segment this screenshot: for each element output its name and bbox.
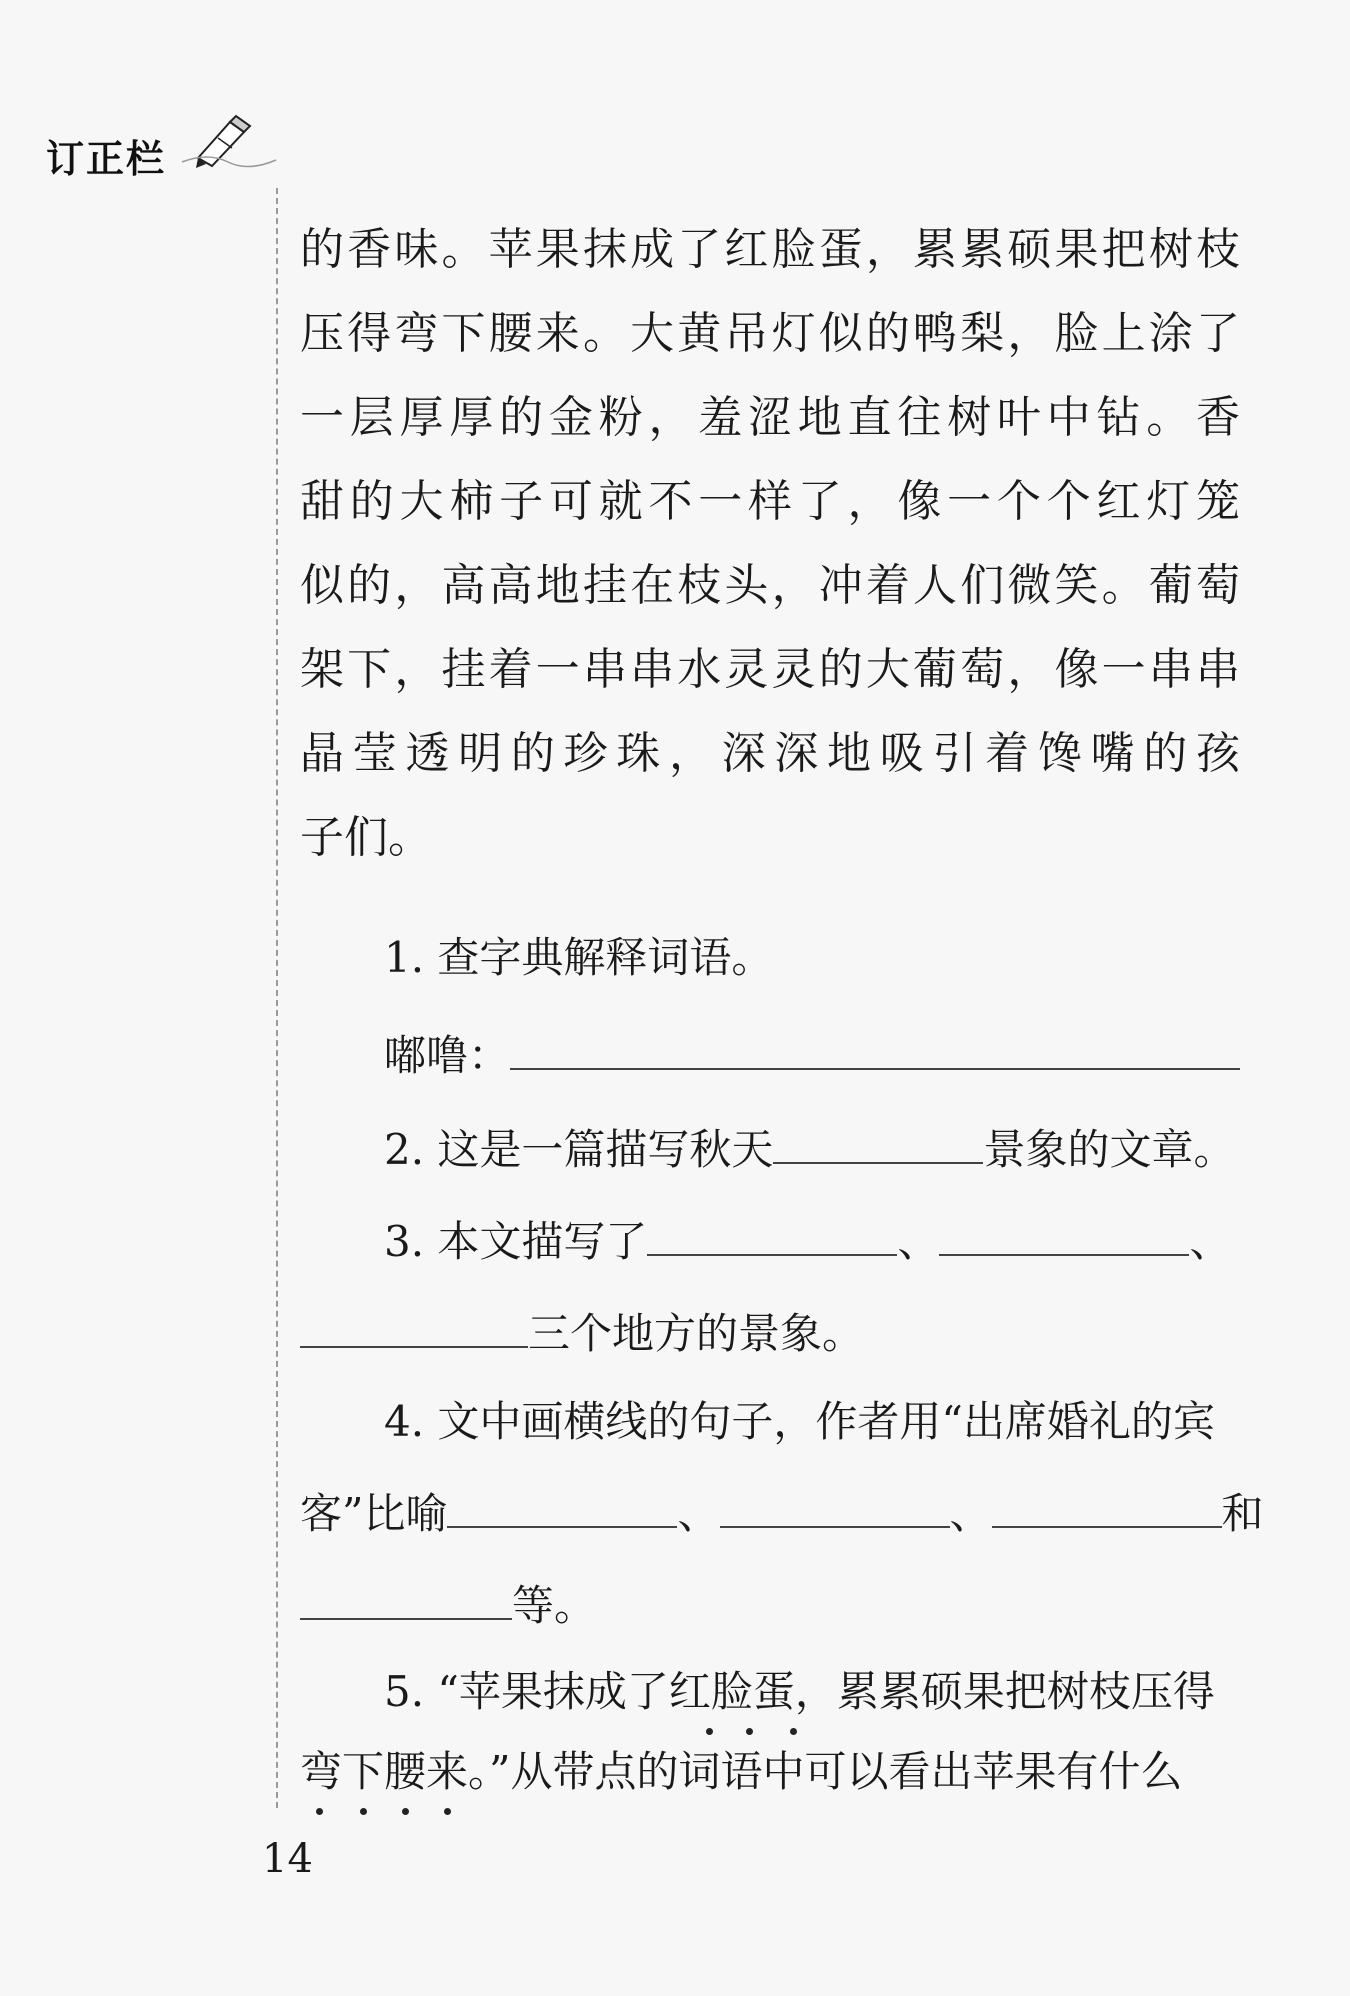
answer-blank[interactable] xyxy=(773,1122,983,1164)
question-4: 4. 文中画横线的句子，作者用“出席婚礼的宾 xyxy=(384,1397,1215,1446)
emphasis-dot xyxy=(746,1728,753,1735)
question-5: 5. “苹果抹成了红脸蛋，累累硕果把树枝压得 xyxy=(384,1667,1215,1716)
and-word: 和 xyxy=(1221,1489,1264,1538)
question-4-line2 xyxy=(300,1486,1264,1542)
question-1: 1. 查字典解释词语。 xyxy=(384,933,774,982)
question-3 xyxy=(384,1214,1231,1270)
emphasis-dot xyxy=(402,1808,409,1815)
question-4-after: 等。 xyxy=(512,1581,597,1630)
answer-blank[interactable] xyxy=(300,1306,528,1348)
correction-column-label: 订正栏 xyxy=(46,137,167,181)
question-2-after: 景象的文章。 xyxy=(983,1125,1236,1174)
passage-line: 晶莹透明的珍珠，深深地吸引着馋嘴的孩 xyxy=(300,728,1240,779)
emphasis-dot xyxy=(706,1728,713,1735)
separator: 、 xyxy=(897,1217,940,1266)
emphasis-dot xyxy=(790,1728,797,1735)
margin-dashed-line xyxy=(276,188,278,1808)
word-label: 嘟噜： xyxy=(384,1031,511,1080)
answer-blank[interactable] xyxy=(647,1214,897,1256)
separator: 、 xyxy=(677,1489,720,1538)
passage-line: 甜的大柿子可就不一样了，像一个个红灯笼 xyxy=(300,476,1240,527)
question-2-before: 2. 这是一篇描写秋天 xyxy=(384,1125,774,1174)
passage-line: 压得弯下腰来。大黄吊灯似的鸭梨，脸上涂了 xyxy=(300,308,1240,359)
answer-blank[interactable] xyxy=(720,1486,950,1528)
passage-line: 似的，高高地挂在枝头，冲着人们微笑。葡萄 xyxy=(300,560,1240,611)
answer-blank[interactable] xyxy=(300,1578,512,1620)
question-4-line3 xyxy=(300,1578,596,1634)
answer-blank[interactable] xyxy=(510,1028,1240,1070)
passage-line: 子们。 xyxy=(300,812,432,863)
answer-blank[interactable] xyxy=(447,1486,677,1528)
passage-line: 架下，挂着一串串水灵灵的大葡萄，像一串串 xyxy=(300,644,1240,695)
emphasis-dot xyxy=(444,1808,451,1815)
emphasis-dot xyxy=(316,1808,323,1815)
question-2 xyxy=(384,1122,1235,1178)
page-number: 14 xyxy=(262,1836,313,1882)
question-5-line2: 弯下腰来。”从带点的词语中可以看出苹果有什么 xyxy=(300,1747,1183,1796)
passage-line: 的香味。苹果抹成了红脸蛋，累累硕果把树枝 xyxy=(300,224,1240,275)
separator: 、 xyxy=(949,1489,992,1538)
separator: 、 xyxy=(1189,1217,1232,1266)
answer-blank[interactable] xyxy=(992,1486,1222,1528)
answer-blank[interactable] xyxy=(939,1214,1189,1256)
emphasis-dot xyxy=(360,1808,367,1815)
question-3-after: 三个地方的景象。 xyxy=(528,1309,865,1358)
passage-line: 一层厚厚的金粉，羞涩地直往树叶中钻。香 xyxy=(300,392,1240,443)
question-1-word xyxy=(384,1028,1240,1084)
question-4-before: 客”比喻 xyxy=(300,1489,448,1538)
pencil-icon xyxy=(178,112,278,172)
question-3-cont xyxy=(300,1306,864,1362)
question-3-before: 3. 本文描写了 xyxy=(384,1217,648,1266)
